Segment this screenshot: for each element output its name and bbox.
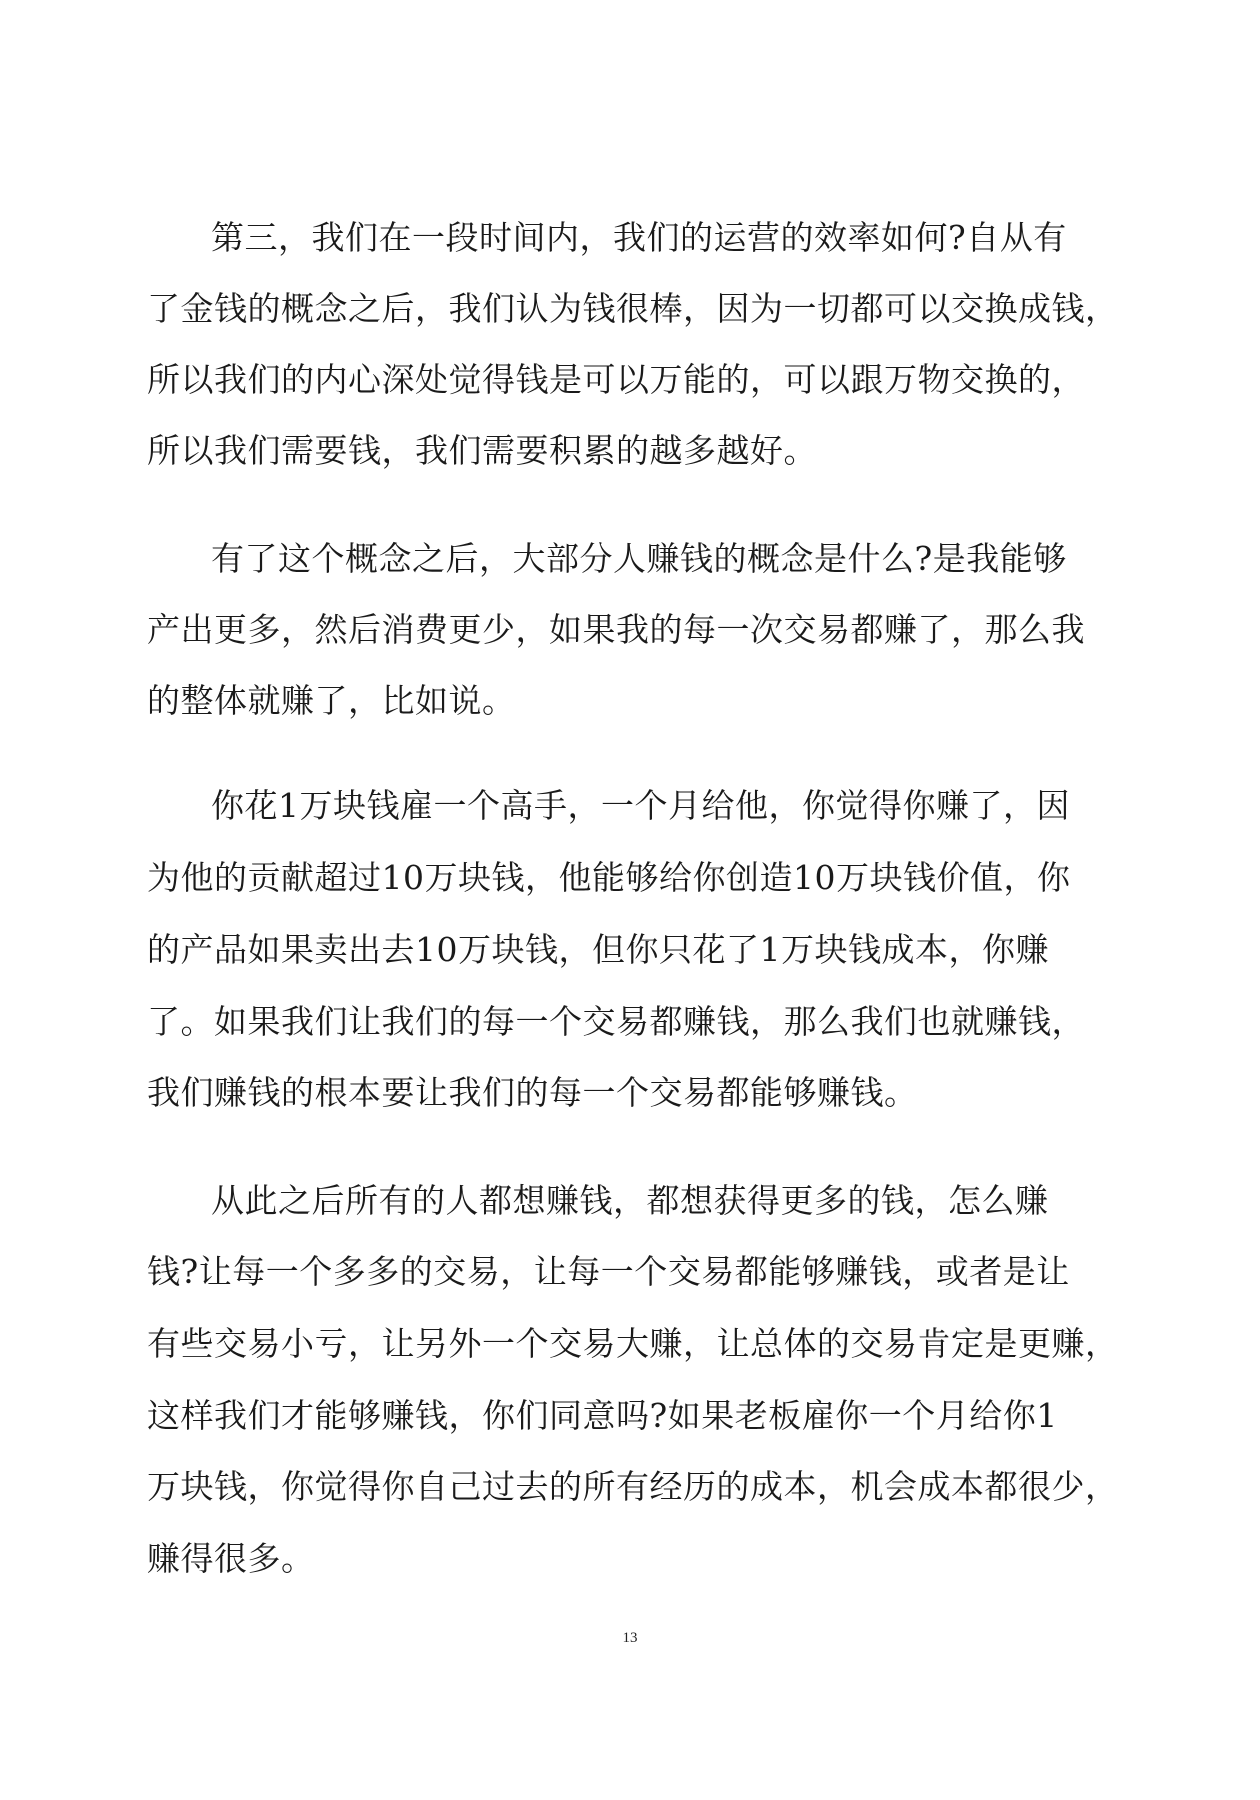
paragraph-4-line-2: 钱?让每一个多多的交易，让每一个交易都能够赚钱，或者是让	[147, 1252, 1070, 1291]
paragraph-1-line-1: 第三，我们在一段时间内，我们的运营的效率如何?自从有	[211, 218, 1067, 257]
paragraph-3-line-4: 了。如果我们让我们的每一个交易都赚钱，那么我们也就赚钱，	[147, 1002, 1085, 1041]
paragraph-2-line-1: 有了这个概念之后，大部分人赚钱的概念是什么?是我能够	[211, 539, 1067, 578]
paragraph-1-line-4: 所以我们需要钱，我们需要积累的越多越好。	[147, 431, 817, 470]
paragraph-4-line-6: 赚得很多。	[147, 1539, 315, 1578]
paragraph-3-line-2: 为他的贡献超过10万块钱，他能够给你创造10万块钱价值，你	[147, 858, 1071, 897]
page-number: 13	[622, 1630, 638, 1646]
paragraph-2-line-3: 的整体就赚了，比如说。	[147, 681, 516, 720]
paragraph-1-line-3: 所以我们的内心深处觉得钱是可以万能的，可以跟万物交换的，	[147, 360, 1085, 399]
paragraph-4-line-5: 万块钱，你觉得你自己过去的所有经历的成本，机会成本都很少，	[147, 1467, 1119, 1506]
paragraph-3-line-3: 的产品如果卖出去10万块钱，但你只花了1万块钱成本，你赚	[147, 930, 1049, 969]
paragraph-4-line-4: 这样我们才能够赚钱，你们同意吗?如果老板雇你一个月给你1	[147, 1396, 1058, 1435]
paragraph-2-line-2: 产出更多，然后消费更少，如果我的每一次交易都赚了，那么我	[147, 610, 1085, 649]
paragraph-4-line-1: 从此之后所有的人都想赚钱，都想获得更多的钱，怎么赚	[211, 1181, 1049, 1220]
paragraph-3-line-5: 我们赚钱的根本要让我们的每一个交易都能够赚钱。	[147, 1073, 918, 1112]
paragraph-1-line-2: 了金钱的概念之后，我们认为钱很棒，因为一切都可以交换成钱，	[147, 289, 1119, 328]
paragraph-4-line-3: 有些交易小亏，让另外一个交易大赚，让总体的交易肯定是更赚，	[147, 1324, 1119, 1363]
paragraph-3-line-1: 你花1万块钱雇一个高手，一个月给他，你觉得你赚了，因	[211, 786, 1070, 825]
